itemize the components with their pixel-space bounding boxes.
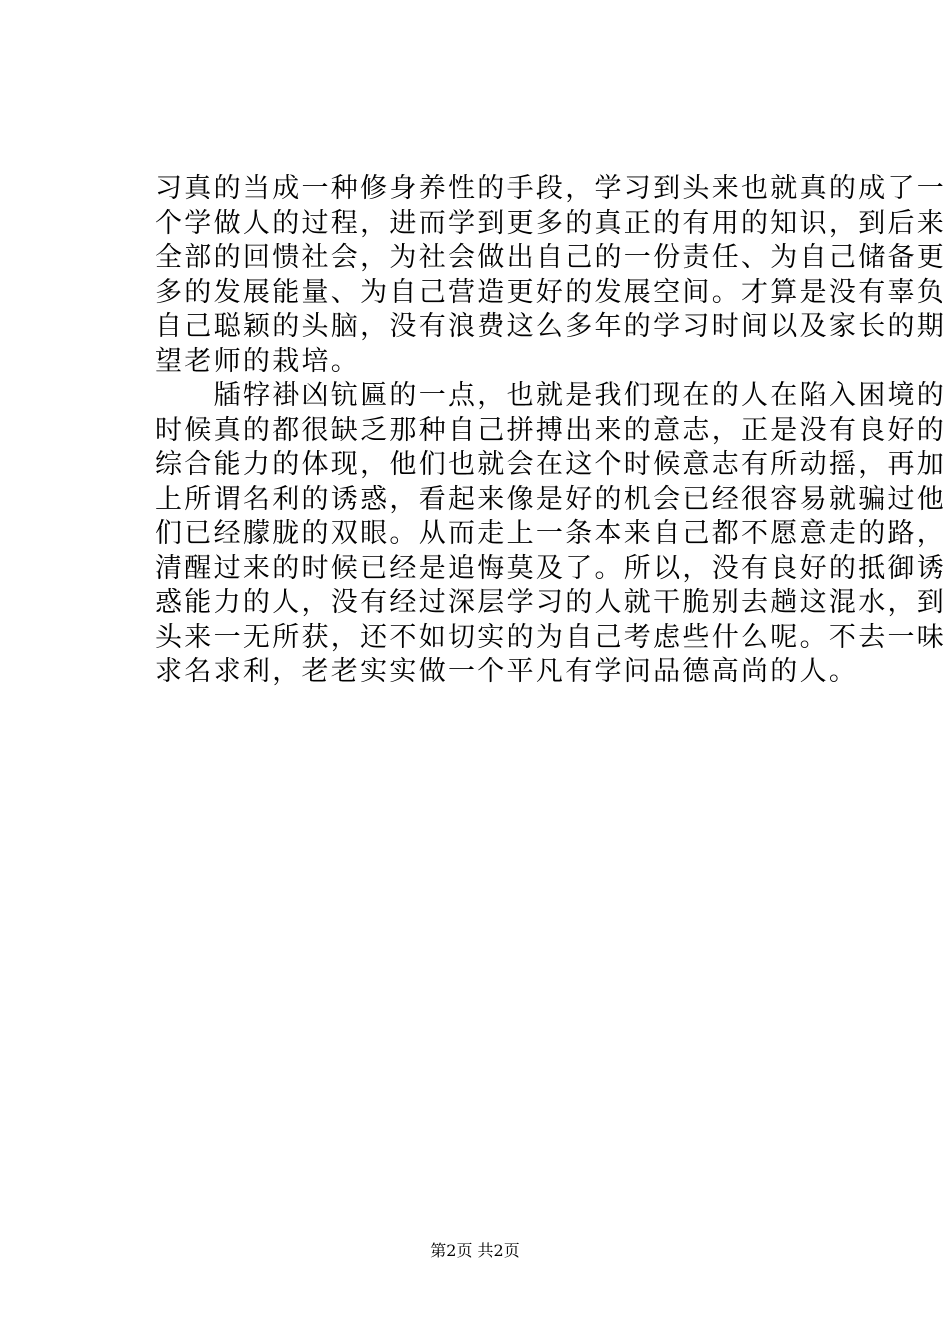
text-line: 上所谓名利的诱惑，看起来像是好的机会已经很容易就骗过他 bbox=[155, 483, 947, 515]
text-line: 多的发展能量、为自己营造更好的发展空间。才算是没有辜负 bbox=[155, 276, 947, 308]
text-line: 惑能力的人，没有经过深层学习的人就干脆别去趟这混水，到 bbox=[155, 587, 947, 618]
text-line: 们已经朦胧的双眼。从而走上一条本来自己都不愿意走的路， bbox=[155, 518, 947, 549]
text-line: 清醒过来的时候已经是追悔莫及了。所以，没有良好的抵御诱 bbox=[155, 552, 947, 584]
body-text bbox=[155, 172, 947, 690]
text-line: 望老师的栽培。 bbox=[155, 345, 361, 377]
text-line: 头来一无所获，还不如切实的为自己考虑些什么呢。不去一味 bbox=[155, 621, 947, 653]
text-line: 求名求利，老老实实做一个平凡有学问品德高尚的人。 bbox=[155, 656, 859, 687]
page-number-footer: 第2页 共2页 bbox=[430, 1241, 520, 1260]
text-line: 时候真的都很缺乏那种自己拼搏出来的意志，正是没有良好的 bbox=[155, 414, 947, 446]
text-line: 综合能力的体现，他们也就会在这个时候意志有所动摇，再加 bbox=[155, 449, 947, 480]
text-line: 牐牸褂凶钪匾的一点，也就是我们现在的人在陷入困境的 bbox=[155, 380, 947, 411]
text-line: 全部的回愦社会，为社会做出自己的一份责任、为自己储备更 bbox=[155, 242, 947, 273]
text-line: 个学做人的过程，进而学到更多的真正的有用的知识，到后来 bbox=[155, 207, 947, 239]
text-line: 自己聪颖的头脑，没有浪费这么多年的学习时间以及家长的期 bbox=[155, 311, 947, 342]
text-line: 习真的当成一种修身养性的手段，学习到头来也就真的成了一 bbox=[155, 173, 947, 204]
